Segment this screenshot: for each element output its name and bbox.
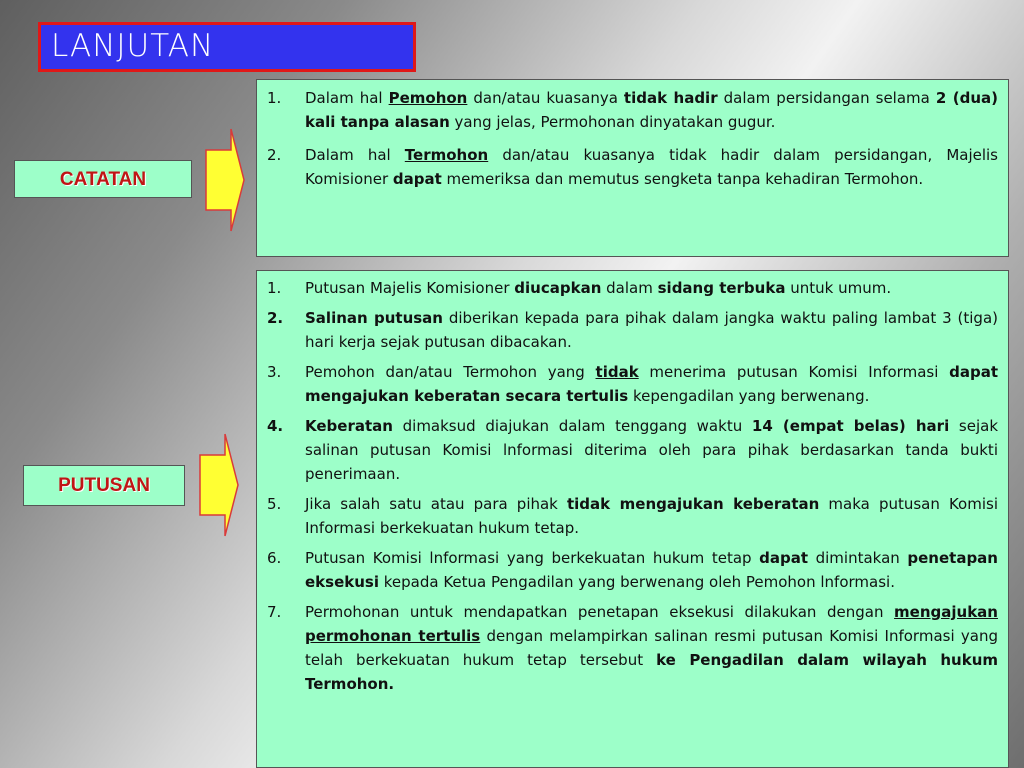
list-item: [263, 600, 998, 696]
arrow-putusan-shape: [200, 434, 238, 536]
list-item: [263, 492, 998, 540]
item-number: 6.: [267, 549, 282, 567]
list-item: [263, 276, 998, 300]
item-number: 5.: [267, 495, 282, 513]
list-item: [263, 360, 998, 408]
arrow-right-icon: [199, 433, 239, 537]
item-text: Jika salah satu atau para pihak tidak mengajukan keberatan maka putusan Komisi Informasi berkekuatan hukum tetap.: [305, 495, 998, 537]
item-number: 7.: [267, 603, 282, 621]
item-text: Dalam hal Pemohon dan/atau kuasanya tidak hadir dalam persidangan selama 2 (dua) kali tanpa alasan yang jelas, Permohonan dinyatakan gugur.: [305, 89, 999, 131]
putusan-label: PUTUSAN: [23, 465, 185, 506]
list-item: [263, 414, 998, 486]
item-number: 2.: [267, 146, 282, 164]
item-text: Salinan putusan diberikan kepada para pihak dalam jangka waktu paling lambat 3 (tiga) hari kerja sejak putusan dibacakan.: [305, 309, 999, 351]
catatan-label: CATATAN: [14, 160, 192, 198]
item-text: Pemohon dan/atau Termohon yang tidak menerima putusan Komisi Informasi dapat mengajukan keberatan secara tertulis kepengadilan yang berwenang.: [305, 363, 998, 405]
list-item: [263, 306, 998, 354]
item-text: Dalam hal Termohon dan/atau kuasanya tidak hadir dalam persidangan, Majelis Komisioner dapat memeriksa dan memutus sengketa tanpa kehadiran Termohon.: [305, 146, 998, 188]
item-number: 4.: [267, 417, 284, 435]
item-text: Keberatan dimaksud diajukan dalam tenggang waktu 14 (empat belas) hari sejak salinan putusan Komisi lnformasi diterima oleh para pihak berdasarkan tanda bukti penerimaan.: [305, 417, 999, 483]
list-item: [263, 143, 998, 191]
item-number: 3.: [267, 363, 282, 381]
list-item: [263, 546, 998, 594]
arrow-catatan-shape: [206, 129, 244, 231]
item-text: Permohonan untuk mendapatkan penetapan eksekusi dilakukan dengan mengajukan permohonan tertulis dengan melampirkan salinan resmi putusan Komisi Informasi yang telah berkekuatan hukum tetap tersebut ke Pengadilan dalam wilayah hukum Termohon.: [305, 603, 998, 693]
item-number: 1.: [267, 89, 282, 107]
list-item: [263, 86, 998, 134]
item-text: Putusan Komisi lnformasi yang berkekuatan hukum tetap dapat dimintakan penetapan eksekusi kepada Ketua Pengadilan yang berwenang oleh Pemohon lnformasi.: [305, 549, 998, 591]
item-number: 2.: [267, 309, 284, 327]
item-number: 1.: [267, 279, 282, 297]
slide-title: LANJUTAN: [38, 22, 416, 72]
putusan-panel: [256, 270, 1009, 768]
item-text: Putusan Majelis Komisioner diucapkan dalam sidang terbuka untuk umum.: [305, 279, 892, 297]
catatan-panel: [256, 79, 1009, 257]
arrow-right-icon: [205, 128, 245, 232]
